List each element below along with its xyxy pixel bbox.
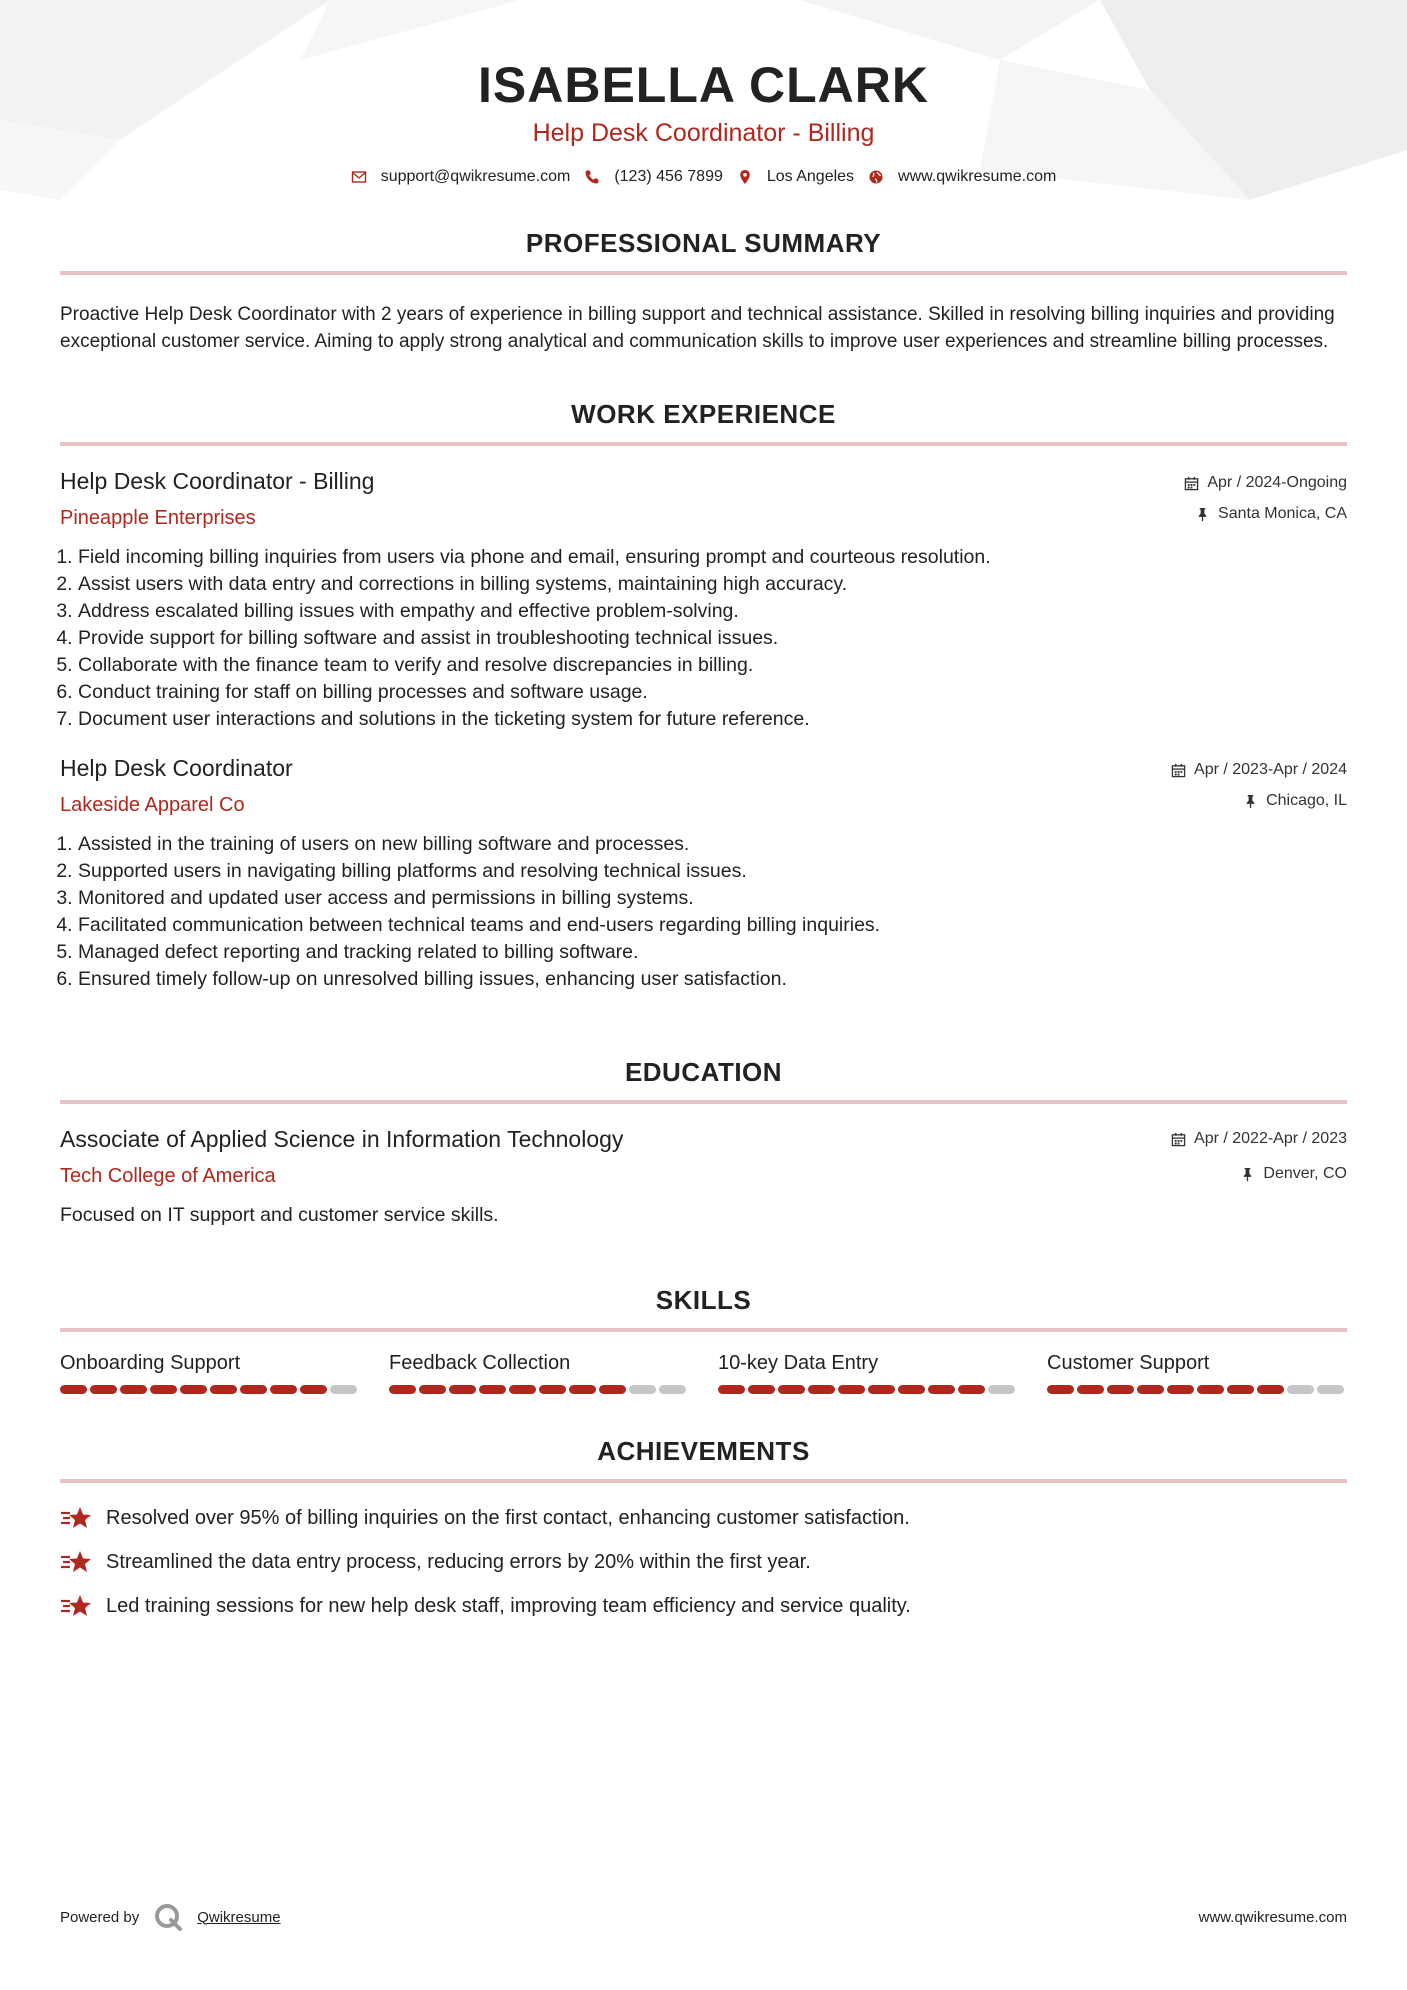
skill-dot-filled (1107, 1385, 1134, 1394)
resume-header (60, 0, 1347, 186)
contact-bar (60, 168, 1347, 186)
skill-dot-empty (330, 1385, 357, 1394)
skill-dot-filled (718, 1385, 745, 1394)
education-location: Denver, CO (1263, 1165, 1347, 1182)
job-location: Chicago, IL (1266, 792, 1347, 809)
skill-dot-filled (928, 1385, 955, 1394)
footer-website[interactable]: www.qwikresume.com (1198, 1908, 1347, 1926)
page-footer (60, 1902, 1347, 1932)
skill-level-meter (1047, 1385, 1347, 1394)
skills-section (60, 1285, 1347, 1394)
job-bullet: 1. Assisted in the training of users on new billing software and processes. (78, 831, 1347, 858)
summary-divider (60, 271, 1347, 275)
qwikresume-link[interactable]: Qwikresume (197, 1908, 281, 1926)
skill-dot-filled (300, 1385, 327, 1394)
job-bullet: 6. Conduct training for staff on billing processes and software usage. (78, 679, 1347, 706)
skill-dot-filled (1137, 1385, 1164, 1394)
job-dates: Apr / 2024-Ongoing (1207, 474, 1347, 491)
skill-dot-filled (599, 1385, 626, 1394)
skill-dot-filled (1167, 1385, 1194, 1394)
skill-dot-empty (659, 1385, 686, 1394)
job-company: Lakeside Apparel Co (60, 794, 245, 816)
job-bullet: 4. Facilitated communication between technical teams and end-users regarding billing inquiries. (78, 912, 1347, 939)
skill-dot-empty (629, 1385, 656, 1394)
job-bullet: 5. Managed defect reporting and tracking related to billing software. (78, 939, 1347, 966)
achievements-divider (60, 1479, 1347, 1483)
skill-level-meter (60, 1385, 360, 1394)
skill-dot-filled (958, 1385, 985, 1394)
job-bullet: 1. Field incoming billing inquiries from users via phone and email, ensuring prompt and courteous resolution. (78, 544, 1347, 571)
skill-dot-filled (270, 1385, 297, 1394)
contact-email[interactable] (351, 168, 571, 186)
contact-website[interactable] (868, 168, 1056, 186)
achievement-item (60, 1549, 1347, 1575)
skill-item (718, 1352, 1018, 1394)
phone-text[interactable]: (123) 456 7899 (614, 168, 723, 185)
job-bullets (60, 831, 1347, 993)
job-entry (60, 755, 1347, 993)
skill-dot-filled (1077, 1385, 1104, 1394)
skill-dot-filled (898, 1385, 925, 1394)
skill-dot-filled (419, 1385, 446, 1394)
skill-dot-filled (748, 1385, 775, 1394)
achievement-text: Streamlined the data entry process, reducing errors by 20% within the first year. (106, 1550, 811, 1573)
job-dates: Apr / 2023-Apr / 2024 (1194, 761, 1347, 778)
skills-heading: SKILLS (655, 1285, 752, 1315)
skill-dot-filled (210, 1385, 237, 1394)
skill-dot-filled (838, 1385, 865, 1394)
job-bullet: 2. Assist users with data entry and corrections in billing systems, maintaining high accuracy. (78, 571, 1347, 598)
job-title: Help Desk Coordinator (60, 755, 293, 781)
job-entry (60, 468, 1347, 733)
education-divider (60, 1100, 1347, 1104)
skill-item (389, 1352, 689, 1394)
skill-name: Customer Support (1047, 1352, 1210, 1374)
skill-dot-empty (1287, 1385, 1314, 1394)
shooting-star-icon (60, 1593, 92, 1619)
skill-name: Onboarding Support (60, 1352, 241, 1374)
skill-dot-filled (808, 1385, 835, 1394)
calendar-icon (1171, 763, 1186, 778)
job-bullet: 2. Supported users in navigating billing platforms and resolving technical issues. (78, 858, 1347, 885)
shooting-star-icon (60, 1505, 92, 1531)
powered-by (60, 1902, 281, 1932)
envelope-icon (351, 169, 367, 185)
skill-level-meter (389, 1385, 689, 1394)
website-text[interactable]: www.qwikresume.com (898, 168, 1057, 185)
summary-heading: PROFESSIONAL SUMMARY (525, 228, 882, 258)
skills-list (60, 1352, 1347, 1394)
skills-divider (60, 1328, 1347, 1332)
calendar-icon (1171, 1132, 1186, 1147)
skill-dot-empty (1317, 1385, 1344, 1394)
skill-dot-filled (509, 1385, 536, 1394)
skill-dot-filled (180, 1385, 207, 1394)
job-company: Pineapple Enterprises (60, 507, 256, 529)
job-bullet: 5. Collaborate with the finance team to verify and resolve discrepancies in billing. (78, 652, 1347, 679)
pushpin-icon (1240, 1167, 1255, 1182)
skill-dot-filled (120, 1385, 147, 1394)
skill-dot-empty (988, 1385, 1015, 1394)
experience-heading: WORK EXPERIENCE (571, 399, 836, 429)
skill-dot-filled (60, 1385, 87, 1394)
degree-title: Associate of Applied Science in Information Technology (60, 1126, 624, 1152)
job-bullet: 6. Ensured timely follow-up on unresolved billing issues, enhancing user satisfaction. (78, 966, 1347, 993)
achievement-item (60, 1505, 1347, 1531)
skill-dot-filled (449, 1385, 476, 1394)
calendar-icon (1184, 476, 1199, 491)
achievements-heading: ACHIEVEMENTS (597, 1436, 810, 1466)
education-dates: Apr / 2022-Apr / 2023 (1194, 1130, 1347, 1147)
achievement-text: Led training sessions for new help desk staff, improving team efficiency and service quality. (106, 1594, 911, 1617)
skill-dot-filled (868, 1385, 895, 1394)
candidate-name: ISABELLA CLARK (477, 57, 929, 113)
education-heading: EDUCATION (624, 1057, 783, 1087)
pushpin-icon (1243, 794, 1258, 809)
location-text: Los Angeles (766, 168, 855, 185)
skill-item (60, 1352, 360, 1394)
skill-dot-filled (1227, 1385, 1254, 1394)
summary-text: Proactive Help Desk Coordinator with 2 years of experience in billing support and technical assistance. Skilled in resolving billing inquiries and providing exceptional customer service. Aiming to apply strong analytical and communication skills to improve user experiences and streamline billing processes. (60, 304, 1335, 352)
skill-name: Feedback Collection (389, 1352, 571, 1374)
achievement-text: Resolved over 95% of billing inquiries on the first contact, enhancing customer satisfaction. (106, 1506, 910, 1529)
skill-dot-filled (479, 1385, 506, 1394)
skill-name: 10-key Data Entry (718, 1352, 879, 1374)
skill-dot-filled (1197, 1385, 1224, 1394)
job-bullet: 7. Document user interactions and solutions in the ticketing system for future reference. (78, 706, 1347, 733)
contact-location (737, 168, 854, 186)
achievements-section (60, 1436, 1347, 1619)
pushpin-icon (1195, 507, 1210, 522)
qwikresume-logo-icon (153, 1902, 183, 1932)
skill-dot-filled (778, 1385, 805, 1394)
experience-section (60, 399, 1347, 993)
skill-dot-filled (240, 1385, 267, 1394)
email-text[interactable]: support@qwikresume.com (380, 168, 571, 185)
summary-section (60, 228, 1347, 355)
job-bullet: 3. Monitored and updated user access and permissions in billing systems. (78, 885, 1347, 912)
skill-dot-filled (569, 1385, 596, 1394)
school-name: Tech College of America (60, 1165, 276, 1187)
education-description: Focused on IT support and customer service skills. (60, 1204, 499, 1226)
candidate-role: Help Desk Coordinator - Billing (532, 119, 875, 147)
job-bullets (60, 544, 1347, 733)
phone-icon (584, 169, 600, 185)
contact-phone[interactable] (584, 168, 723, 186)
achievements-list (60, 1505, 1347, 1619)
experience-divider (60, 442, 1347, 446)
skill-dot-filled (1047, 1385, 1074, 1394)
powered-by-label: Powered by (60, 1908, 140, 1926)
globe-icon (868, 169, 884, 185)
map-pin-icon (737, 169, 753, 185)
job-title: Help Desk Coordinator - Billing (60, 468, 375, 494)
shooting-star-icon (60, 1549, 92, 1575)
skill-dot-filled (539, 1385, 566, 1394)
job-location: Santa Monica, CA (1218, 505, 1347, 522)
skill-item (1047, 1352, 1347, 1394)
job-bullet: 4. Provide support for billing software and assist in troubleshooting technical issues. (78, 625, 1347, 652)
skill-level-meter (718, 1385, 1018, 1394)
skill-dot-filled (1257, 1385, 1284, 1394)
achievement-item (60, 1593, 1347, 1619)
skill-dot-filled (90, 1385, 117, 1394)
skill-dot-filled (389, 1385, 416, 1394)
job-bullet: 3. Address escalated billing issues with empathy and effective problem-solving. (78, 598, 1347, 625)
skill-dot-filled (150, 1385, 177, 1394)
education-section (60, 1057, 1347, 1227)
